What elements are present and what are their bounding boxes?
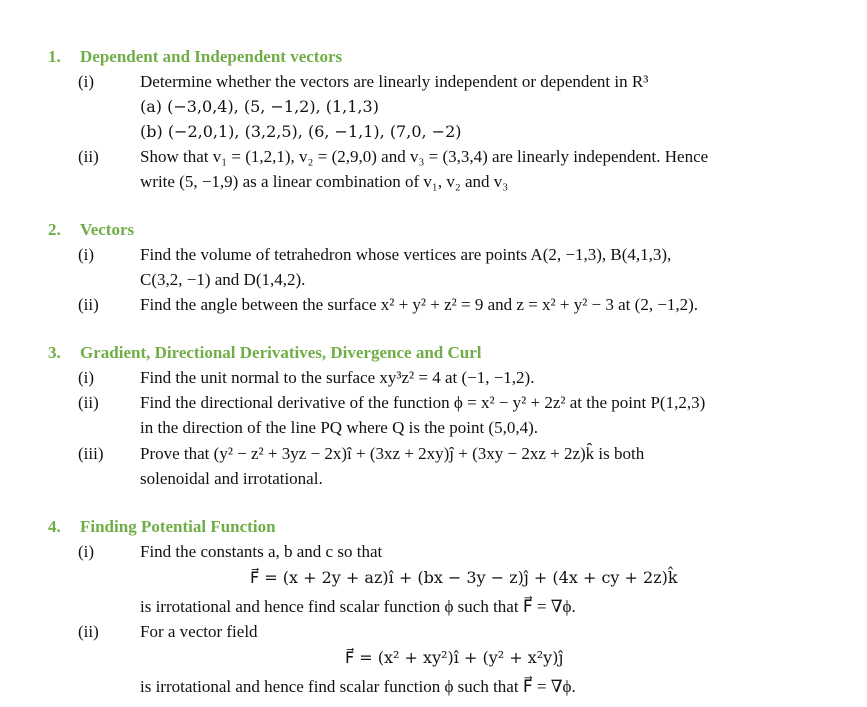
section-4-number: 4. xyxy=(48,517,61,536)
section-4-heading xyxy=(48,517,276,537)
section-1-title: Dependent and Independent vectors xyxy=(80,47,343,66)
item-2-i-label: (i) xyxy=(78,245,95,264)
section-2-title: Vectors xyxy=(80,220,135,239)
section-3-title: Gradient, Directional Derivatives, Divergence and Curl xyxy=(80,343,482,362)
item-4-ii-equation: F⃗ = (x² + xy²)î + (y² + x²y)ĵ xyxy=(345,648,564,667)
item-4-ii-label: (ii) xyxy=(78,622,99,641)
item-2-ii-label: (ii) xyxy=(78,295,99,314)
item-3-ii-label: (ii) xyxy=(78,393,99,412)
item-1-ii-line-2: write (5, −1,9) as a linear combination of v₁, v₂ and v₃ xyxy=(140,172,509,191)
section-2-heading xyxy=(48,220,134,240)
section-1-heading xyxy=(48,47,342,67)
section-4-title: Finding Potential Function xyxy=(80,517,276,536)
item-4-i-equation: F⃗ = (x + 2y + az)î + (bx − 3y − z)ĵ + (4x + cy + 2z)k̂ xyxy=(250,568,678,587)
item-1-i-line-2: (a) (−3,0,4), (5, −1,2), (1,1,3) xyxy=(140,97,379,116)
item-1-i-line-1: Determine whether the vectors are linearly independent or dependent in R³ xyxy=(140,72,649,91)
item-3-ii-line-2: in the direction of the line PQ where Q is the point (5,0,4). xyxy=(140,418,538,437)
item-3-iii-line-1: Prove that (y² − z² + 3yz − 2x)î + (3xz + 2xy)ĵ + (3xy − 2xz + 2z)k̂ is both xyxy=(140,444,645,463)
item-1-ii-line-1: Show that v₁ = (1,2,1), v₂ = (2,9,0) and v₃ = (3,3,4) are linearly independent. Hence xyxy=(140,147,709,166)
item-3-ii-line-1: Find the directional derivative of the function ϕ = x² − y² + 2z² at the point P(1,2,3) xyxy=(140,393,706,412)
item-4-i-label: (i) xyxy=(78,542,95,561)
section-3-heading xyxy=(48,343,481,363)
item-3-iii-label: (iii) xyxy=(78,444,104,463)
item-4-i-line-1: Find the constants a, b and c so that xyxy=(140,542,383,561)
section-2-number: 2. xyxy=(48,220,61,239)
item-4-i-line-3: is irrotational and hence find scalar function ϕ such that F⃗ = ∇ϕ. xyxy=(140,597,576,616)
item-3-iii-line-2: solenoidal and irrotational. xyxy=(140,469,323,488)
item-1-i-label: (i) xyxy=(78,72,95,91)
item-1-i-line-3: (b) (−2,0,1), (3,2,5), (6, −1,1), (7,0, −2) xyxy=(140,122,462,141)
item-2-ii-line-1: Find the angle between the surface x² + y² + z² = 9 and z = x² + y² − 3 at (2, −1,2). xyxy=(140,295,699,314)
item-4-ii-line-3: is irrotational and hence find scalar function ϕ such that F⃗ = ∇ϕ. xyxy=(140,677,576,696)
item-2-i-line-1: Find the volume of tetrahedron whose vertices are points A(2, −1,3), B(4,1,3), xyxy=(140,245,672,264)
item-1-ii-label: (ii) xyxy=(78,147,99,166)
section-1-number: 1. xyxy=(48,47,61,66)
item-3-i-label: (i) xyxy=(78,368,95,387)
item-4-ii-line-1: For a vector field xyxy=(140,622,258,641)
section-3-number: 3. xyxy=(48,343,61,362)
item-2-i-line-2: C(3,2, −1) and D(1,4,2). xyxy=(140,270,306,289)
item-3-i-line-1: Find the unit normal to the surface xy³z² = 4 at (−1, −1,2). xyxy=(140,368,535,387)
